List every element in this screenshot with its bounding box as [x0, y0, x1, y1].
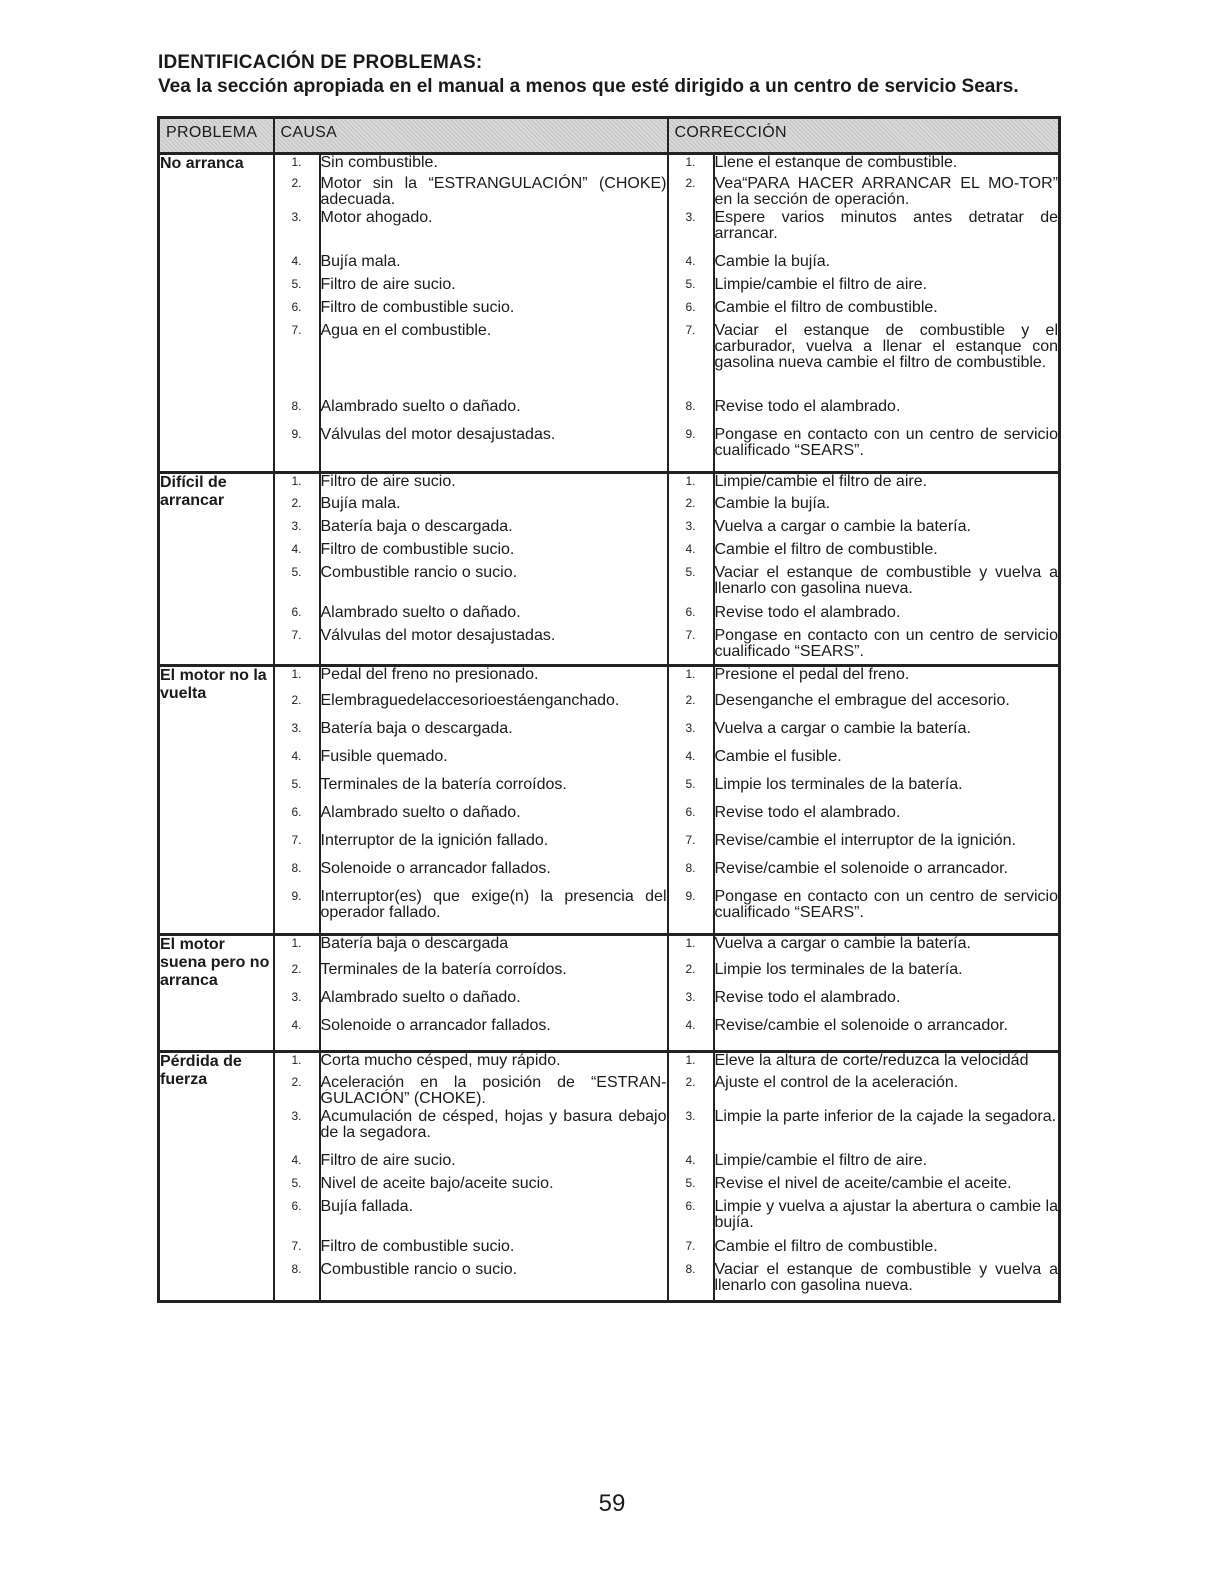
- cause-text: Elembraguedelaccesorioestáenganchado.: [320, 693, 668, 721]
- problem-label: Pérdida de fuerza: [159, 1052, 274, 1302]
- cause-number: 8.: [274, 399, 320, 427]
- cause-number: 2.: [274, 176, 320, 210]
- table-row: [159, 935, 1060, 962]
- correction-text: Limpie los terminales de la batería.: [714, 962, 1060, 990]
- correction-number: 3.: [668, 210, 714, 254]
- correction-text: Eleve la altura de corte/reduzca la velocidád: [714, 1052, 1060, 1075]
- table-row: [159, 1176, 1060, 1199]
- cause-number: 5.: [274, 565, 320, 605]
- cause-number: 3.: [274, 210, 320, 254]
- problem-section: [159, 935, 1060, 1052]
- correction-number: 1.: [668, 154, 714, 176]
- cause-number: 4.: [274, 749, 320, 777]
- correction-text: Cambie la bujía.: [714, 496, 1060, 519]
- correction-number: 2.: [668, 962, 714, 990]
- cause-number: 9.: [274, 889, 320, 935]
- problem-section: [159, 473, 1060, 666]
- problem-section: [159, 154, 1060, 473]
- cause-number: 2.: [274, 496, 320, 519]
- cause-text: Filtro de aire sucio.: [320, 473, 668, 496]
- cause-text: Batería baja o descargada.: [320, 721, 668, 749]
- cause-number: 4.: [274, 542, 320, 565]
- table-row: [159, 176, 1060, 210]
- cause-number: 5.: [274, 1176, 320, 1199]
- table-row: [159, 1018, 1060, 1052]
- correction-number: 7.: [668, 833, 714, 861]
- correction-number: 2.: [668, 693, 714, 721]
- table-row: [159, 749, 1060, 777]
- cause-number: 8.: [274, 861, 320, 889]
- correction-number: 4.: [668, 542, 714, 565]
- table-row: [159, 1239, 1060, 1262]
- correction-number: 7.: [668, 628, 714, 666]
- cause-text: Motor sin la “ESTRANGULACIÓN” (CHOKE) adecuada.: [320, 174, 667, 208]
- problem-label: El motor suena pero no arranca: [159, 935, 274, 1052]
- cause-text: Pedal del freno no presionado.: [320, 666, 668, 693]
- table-row: [159, 693, 1060, 721]
- cause-text: Alambrado suelto o dañado.: [320, 399, 668, 427]
- cause-text: Sin combustible.: [320, 154, 668, 176]
- table-row: [159, 666, 1060, 693]
- correction-number: 1.: [668, 473, 714, 496]
- correction-text: Pongase en contacto con un centro de servicio cualificado “SEARS”.: [714, 628, 1060, 666]
- cause-number: 4.: [274, 254, 320, 277]
- correction-number: 6.: [668, 805, 714, 833]
- correction-number: 9.: [668, 427, 714, 473]
- correction-text: Cambie el fusible.: [714, 749, 1060, 777]
- cause-number: 5.: [274, 277, 320, 300]
- table-row: [159, 628, 1060, 666]
- cause-number: 9.: [274, 427, 320, 473]
- cause-number: 1.: [274, 473, 320, 496]
- cause-text: Acumulación de césped, hojas y basura debajo de la segadora.: [320, 1109, 668, 1153]
- correction-text: Vaciar el estanque de combustible y vuelva a llenarlo con gasolina nueva.: [714, 565, 1060, 605]
- cause-text: Válvulas del motor desajustadas.: [320, 628, 668, 666]
- table-row: [159, 777, 1060, 805]
- table-row: [159, 805, 1060, 833]
- correction-text: Limpie/cambie el filtro de aire.: [714, 277, 1060, 300]
- correction-text: Vea“PARA HACER ARRANCAR EL MO-TOR” en la sección de operación.: [714, 174, 1058, 208]
- cause-number: 5.: [274, 777, 320, 805]
- correction-text: Revise todo el alambrado.: [714, 805, 1060, 833]
- correction-text: Revise todo el alambrado.: [714, 605, 1060, 628]
- correction-number: 4.: [668, 254, 714, 277]
- correction-text: Vaciar el estanque de combustible y vuelva a llenarlo con gasolina nueva.: [714, 1262, 1060, 1302]
- cause-number: 4.: [274, 1153, 320, 1176]
- correction-text: Revise todo el alambrado.: [714, 399, 1060, 427]
- table-row: [159, 399, 1060, 427]
- correction-number: 3.: [668, 1109, 714, 1153]
- correction-text: Desenganche el embrague del accesorio.: [714, 693, 1060, 721]
- table-row: [159, 833, 1060, 861]
- table-row: [159, 519, 1060, 542]
- cause-number: 7.: [274, 1239, 320, 1262]
- correction-text: Cambie el filtro de combustible.: [714, 300, 1060, 323]
- correction-number: 1.: [668, 666, 714, 693]
- table-row: [159, 254, 1060, 277]
- correction-number: 4.: [668, 749, 714, 777]
- cause-text: Combustible rancio o sucio.: [320, 565, 668, 605]
- table-row: [159, 1262, 1060, 1302]
- table-row: [159, 990, 1060, 1018]
- table-row: [159, 605, 1060, 628]
- cause-number: 8.: [274, 1262, 320, 1302]
- correction-text: Limpie los terminales de la batería.: [714, 777, 1060, 805]
- correction-number: 2.: [668, 176, 714, 210]
- cause-number: 3.: [274, 721, 320, 749]
- table-row: [159, 565, 1060, 605]
- correction-text: Vuelva a cargar o cambie la batería.: [714, 519, 1060, 542]
- cause-text: Interruptor(es) que exige(n) la presencia del operador fallado.: [320, 889, 668, 935]
- correction-text: Limpie/cambie el filtro de aire.: [714, 1153, 1060, 1176]
- page-subtitle: Vea la sección apropiada en el manual a menos que esté dirigido a un centro de servicio Sears.: [158, 76, 1019, 97]
- correction-number: 7.: [668, 1239, 714, 1262]
- cause-number: 7.: [274, 833, 320, 861]
- cause-text: Bujía mala.: [320, 254, 668, 277]
- cause-text: Filtro de aire sucio.: [320, 1153, 668, 1176]
- cause-text: Solenoide o arrancador fallados.: [320, 861, 668, 889]
- table-row: [159, 962, 1060, 990]
- cause-text: Filtro de aire sucio.: [320, 277, 668, 300]
- table-row: [159, 721, 1060, 749]
- problem-section: [159, 1052, 1060, 1302]
- cause-text: Agua en el combustible.: [320, 323, 668, 399]
- cause-text: Corta mucho césped, muy rápido.: [320, 1052, 668, 1075]
- cause-text: Terminales de la batería corroídos.: [320, 777, 668, 805]
- cause-text: Motor ahogado.: [320, 210, 668, 254]
- cause-number: 6.: [274, 1199, 320, 1239]
- cause-number: 6.: [274, 300, 320, 323]
- correction-text: Llene el estanque de combustible.: [714, 154, 1060, 176]
- table-row: [159, 473, 1060, 496]
- cause-number: 3.: [274, 519, 320, 542]
- cause-number: 7.: [274, 323, 320, 399]
- table-row: [159, 889, 1060, 935]
- cause-text: Batería baja o descargada.: [320, 519, 668, 542]
- correction-number: 1.: [668, 935, 714, 962]
- correction-number: 1.: [668, 1052, 714, 1075]
- correction-text: Cambie el filtro de combustible.: [714, 542, 1060, 565]
- correction-text: Presione el pedal del freno.: [714, 666, 1060, 693]
- correction-number: 4.: [668, 1153, 714, 1176]
- correction-text: Pongase en contacto con un centro de servicio cualificado “SEARS”.: [714, 427, 1060, 473]
- correction-number: 5.: [668, 277, 714, 300]
- correction-text: Vuelva a cargar o cambie la batería.: [714, 721, 1060, 749]
- header-correction: CORRECCIÓN: [668, 118, 1060, 154]
- cause-number: 2.: [274, 693, 320, 721]
- correction-number: 7.: [668, 323, 714, 399]
- cause-number: 2.: [274, 1075, 320, 1109]
- cause-text: Terminales de la batería corroídos.: [320, 962, 668, 990]
- cause-number: 3.: [274, 990, 320, 1018]
- correction-text: Cambie la bujía.: [714, 254, 1060, 277]
- correction-text: Revise/cambie el interruptor de la ignición.: [714, 833, 1060, 861]
- correction-number: 8.: [668, 861, 714, 889]
- table-row: [159, 300, 1060, 323]
- correction-number: 5.: [668, 565, 714, 605]
- cause-number: 1.: [274, 154, 320, 176]
- table-header-row: [159, 118, 1060, 154]
- table-row: [159, 1109, 1060, 1153]
- cause-number: 6.: [274, 605, 320, 628]
- table-row: [159, 277, 1060, 300]
- correction-number: 6.: [668, 1199, 714, 1239]
- table-row: [159, 323, 1060, 399]
- correction-text: Limpie y vuelva a ajustar la abertura o cambie la bujía.: [714, 1199, 1060, 1239]
- page-title: IDENTIFICACIÓN DE PROBLEMAS:: [158, 52, 483, 73]
- correction-text: Revise/cambie el solenoide o arrancador.: [714, 1018, 1060, 1052]
- cause-text: Solenoide o arrancador fallados.: [320, 1018, 668, 1052]
- correction-text: Espere varios minutos antes detratar de arrancar.: [714, 210, 1060, 254]
- cause-number: 1.: [274, 1052, 320, 1075]
- correction-text: Revise/cambie el solenoide o arrancador.: [714, 861, 1060, 889]
- table-row: [159, 1199, 1060, 1239]
- correction-text: Limpie/cambie el filtro de aire.: [714, 473, 1060, 496]
- table-row: [159, 1153, 1060, 1176]
- correction-number: 8.: [668, 1262, 714, 1302]
- cause-text: Nivel de aceite bajo/aceite sucio.: [320, 1176, 668, 1199]
- cause-number: 7.: [274, 628, 320, 666]
- cause-text: Combustible rancio o sucio.: [320, 1262, 668, 1302]
- problem-label: No arranca: [159, 154, 274, 473]
- correction-text: Vaciar el estanque de combustible y el carburador, vuelva a llenar el estanque con gasolina nueva cambie el filtro de combustible.: [714, 323, 1060, 399]
- correction-text: Pongase en contacto con un centro de servicio cualificado “SEARS”.: [714, 889, 1060, 935]
- cause-text: Alambrado suelto o dañado.: [320, 605, 668, 628]
- correction-number: 3.: [668, 721, 714, 749]
- header-problem: PROBLEMA: [159, 118, 274, 154]
- cause-text: Bujía mala.: [320, 496, 668, 519]
- correction-text: Ajuste el control de la aceleración.: [714, 1075, 1060, 1109]
- cause-number: 1.: [274, 935, 320, 962]
- cause-text: Aceleración en la posición de “ESTRAN-GULACIÓN” (CHOKE).: [320, 1073, 667, 1107]
- problem-label: El motor no la vuelta: [159, 666, 274, 935]
- cause-number: 3.: [274, 1109, 320, 1153]
- table-row: [159, 861, 1060, 889]
- cause-text: Bujía fallada.: [320, 1199, 668, 1239]
- table-row: [159, 542, 1060, 565]
- table-row: [159, 154, 1060, 176]
- correction-number: 9.: [668, 889, 714, 935]
- correction-number: 6.: [668, 300, 714, 323]
- problem-label: Difícil de arrancar: [159, 473, 274, 666]
- cause-number: 2.: [274, 962, 320, 990]
- table-row: [159, 496, 1060, 519]
- correction-text: Limpie la parte inferior de la cajade la segadora.: [714, 1109, 1060, 1153]
- correction-number: 3.: [668, 990, 714, 1018]
- correction-number: 5.: [668, 1176, 714, 1199]
- correction-number: 2.: [668, 1075, 714, 1109]
- correction-number: 6.: [668, 605, 714, 628]
- cause-text: Fusible quemado.: [320, 749, 668, 777]
- cause-text: Alambrado suelto o dañado.: [320, 990, 668, 1018]
- table-row: [159, 427, 1060, 473]
- cause-text: Interruptor de la ignición fallado.: [320, 833, 668, 861]
- cause-number: 1.: [274, 666, 320, 693]
- problem-section: [159, 666, 1060, 935]
- correction-number: 8.: [668, 399, 714, 427]
- correction-text: Revise todo el alambrado.: [714, 990, 1060, 1018]
- table-row: [159, 1075, 1060, 1109]
- correction-number: 2.: [668, 496, 714, 519]
- table-row: [159, 210, 1060, 254]
- correction-text: Revise el nivel de aceite/cambie el aceite.: [714, 1176, 1060, 1199]
- cause-text: Batería baja o descargada: [320, 935, 668, 962]
- cause-text: Alambrado suelto o dañado.: [320, 805, 668, 833]
- correction-number: 3.: [668, 519, 714, 542]
- page-number: 59: [598, 1490, 626, 1517]
- table-row: [159, 1052, 1060, 1075]
- header-cause: CAUSA: [274, 118, 668, 154]
- cause-number: 6.: [274, 805, 320, 833]
- cause-text: Filtro de combustible sucio.: [320, 300, 668, 323]
- cause-text: Válvulas del motor desajustadas.: [320, 427, 668, 473]
- cause-number: 4.: [274, 1018, 320, 1052]
- troubleshooting-table: [157, 116, 1061, 1303]
- correction-number: 4.: [668, 1018, 714, 1052]
- cause-text: Filtro de combustible sucio.: [320, 1239, 668, 1262]
- correction-number: 5.: [668, 777, 714, 805]
- correction-text: Vuelva a cargar o cambie la batería.: [714, 935, 1060, 962]
- correction-text: Cambie el filtro de combustible.: [714, 1239, 1060, 1262]
- cause-text: Filtro de combustible sucio.: [320, 542, 668, 565]
